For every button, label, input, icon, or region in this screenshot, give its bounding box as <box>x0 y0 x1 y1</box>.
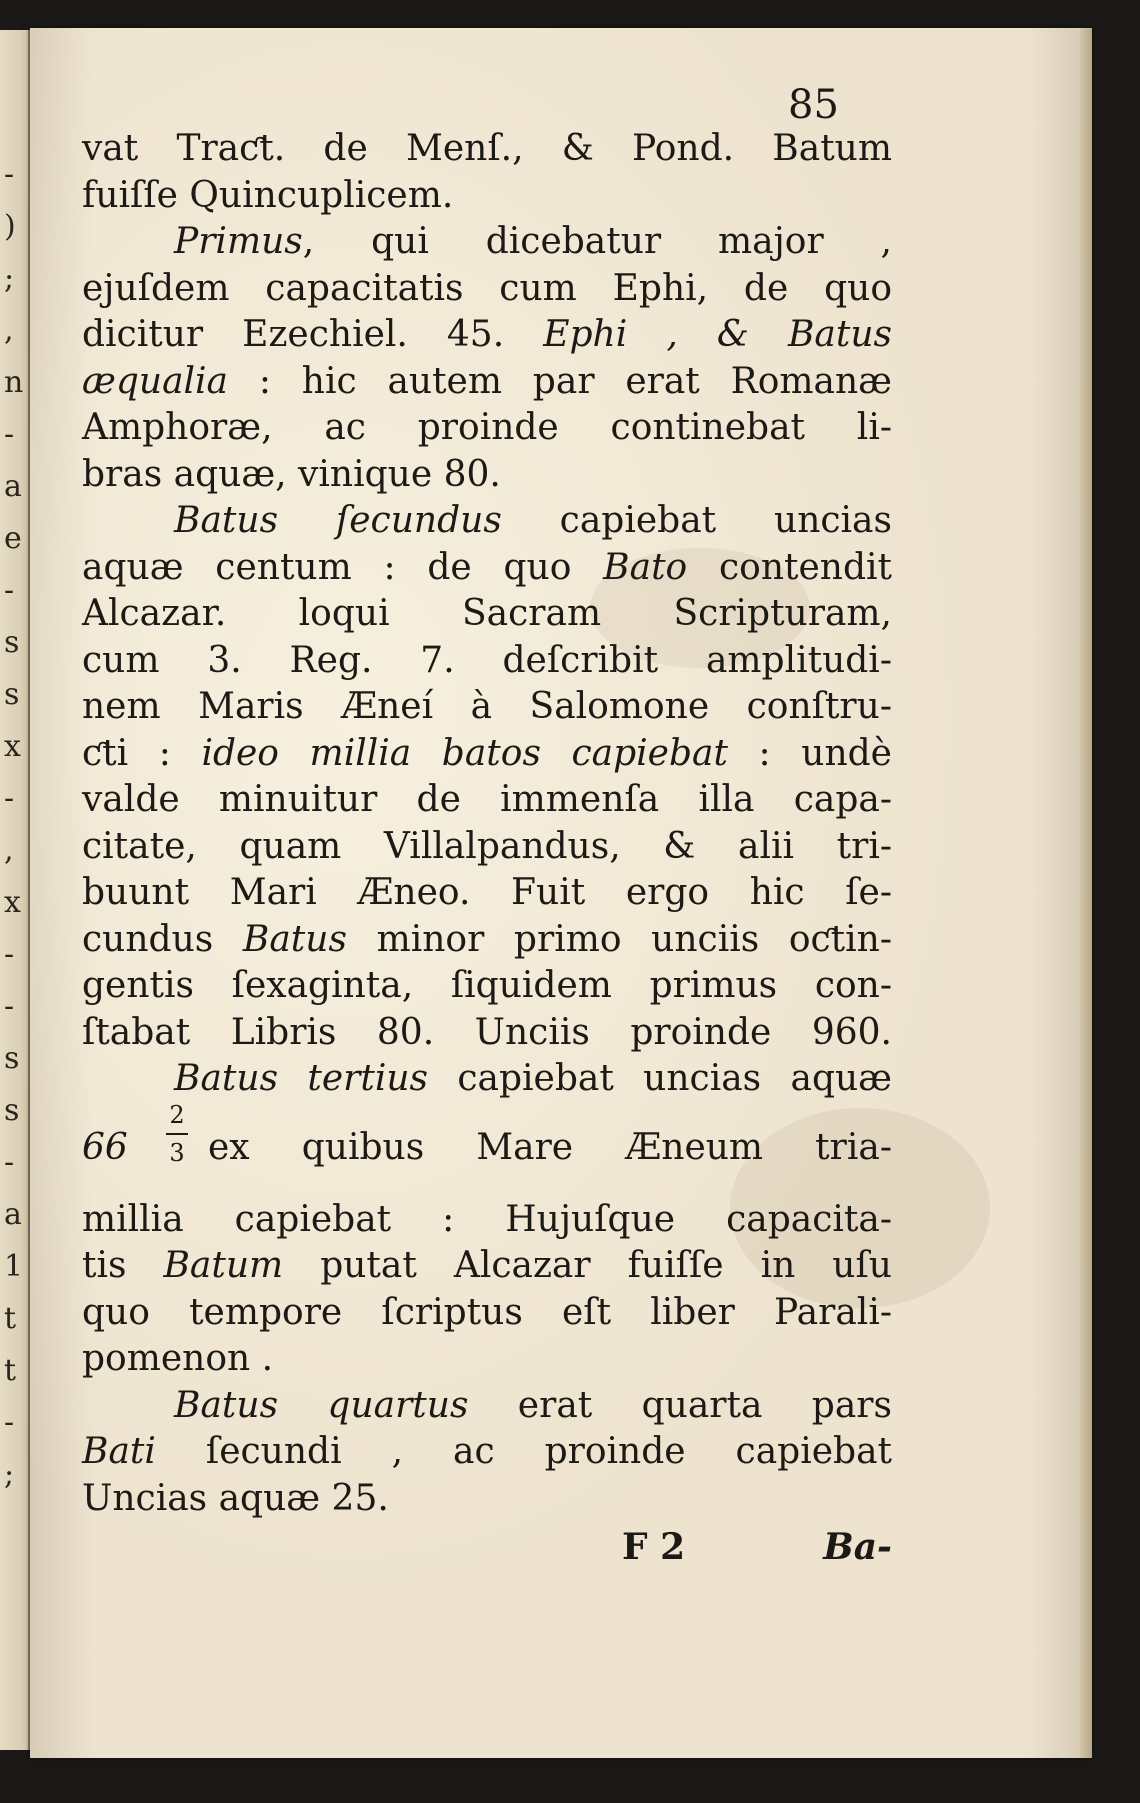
line-text: cum 3. Reg. 7. deſcribit amplitudi- <box>82 639 892 681</box>
left-page-fragment: ; <box>4 261 15 296</box>
fraction-bar <box>166 1133 188 1135</box>
text-line <box>82 1290 892 1337</box>
text-line <box>82 638 892 685</box>
line-text: nem Maris Æneí à Salomone conſtru- <box>82 686 892 727</box>
text-line <box>82 498 892 545</box>
line-text: bras aquæ, vinique 80. <box>82 453 501 495</box>
line-text: contendit <box>687 546 892 588</box>
page-footer <box>82 1526 892 1576</box>
left-page-fragment: x <box>4 885 21 920</box>
line-text: valde minuitur de immenſa illa capa- <box>82 779 892 820</box>
left-page-fragment: t <box>4 1301 17 1336</box>
left-page-fragment: x <box>4 729 21 764</box>
text-line <box>82 219 892 266</box>
left-page-fragment: n <box>4 365 24 400</box>
text-line <box>82 359 892 406</box>
page-text <box>82 126 892 1522</box>
left-page-fragment: s <box>4 1093 20 1128</box>
left-page-edge <box>0 30 30 1750</box>
left-page-fragment: , <box>4 313 14 348</box>
line-text: citate, quam Villalpandus, & alii tri- <box>82 825 892 867</box>
text-line <box>82 1243 892 1290</box>
text-line <box>82 684 892 731</box>
italic-text: Batus ſecundus <box>174 500 502 541</box>
line-text: Uncias aquæ 25. <box>82 1477 389 1519</box>
line-text: dicitur Ezechiel. 45. <box>82 314 544 355</box>
text-line <box>82 1197 892 1244</box>
left-page-fragment: - <box>4 417 15 452</box>
text-line <box>82 777 892 824</box>
left-page-fragment: - <box>4 157 15 192</box>
text-line <box>82 452 892 499</box>
left-page-fragment: a <box>4 469 22 504</box>
line-text: tis <box>82 1245 164 1286</box>
line-text: minor primo unciis oƈtin- <box>346 918 892 960</box>
left-page-fragment: s <box>4 1041 20 1076</box>
left-page-fragment: - <box>4 1405 15 1440</box>
left-page-fragment: s <box>4 677 20 712</box>
line-text: ejuſdem capacitatis cum Ephi, de quo <box>82 267 892 309</box>
book-page <box>30 28 1092 1758</box>
line-text: capiebat uncias <box>501 500 892 541</box>
italic-text: ideo millia batos capiebat <box>201 732 728 774</box>
italic-text: Batus <box>242 918 347 960</box>
line-text: ſecundi , ac proinde capiebat <box>155 1431 892 1472</box>
left-page-fragment: ; <box>4 1457 15 1492</box>
line-text: ƈti : <box>82 732 202 774</box>
text-line <box>82 545 892 592</box>
text-line <box>82 312 892 359</box>
text-line <box>82 917 892 964</box>
left-page-fragment: t <box>4 1353 17 1388</box>
italic-text: æqualia <box>82 360 229 402</box>
italic-text: Ephi , & Batus <box>543 314 892 355</box>
line-text: Alcazar. loqui Sacram Scripturam, <box>82 593 892 634</box>
line-text: ſtabat Libris 80. Unciis proinde 960. <box>82 1011 892 1053</box>
fraction-numerator: 2 <box>169 1100 185 1129</box>
italic-text: Batum <box>163 1245 284 1286</box>
line-text: fuiſſe Quincuplicem. <box>82 174 454 216</box>
text-line <box>82 1383 892 1430</box>
line-text: : undè <box>727 732 892 774</box>
line-text: Amphoræ, ac proinde continebat li- <box>82 407 892 448</box>
left-page-fragment: - <box>4 781 15 816</box>
text-line <box>82 1056 892 1103</box>
fraction-line <box>82 1100 892 1197</box>
left-page-fragment: a <box>4 1197 22 1232</box>
italic-text: Bato <box>603 546 688 588</box>
text-line <box>82 963 892 1010</box>
text-line <box>82 1010 892 1057</box>
text-line <box>82 173 892 220</box>
line-text: buunt Mari Æneo. Fuit ergo hic ſe- <box>82 872 892 913</box>
text-line <box>82 870 892 917</box>
line-text: pomenon . <box>82 1338 274 1379</box>
left-page-fragment: , <box>4 833 14 868</box>
catchword: Ba- <box>823 1526 892 1568</box>
line-text: cundus <box>82 918 243 960</box>
fraction-line-text: ex quibus Mare Æneum tria- <box>208 1126 892 1168</box>
text-line <box>82 591 892 638</box>
fraction-denominator: 3 <box>169 1138 185 1167</box>
line-text: gentis ſexaginta, ſiquidem primus con- <box>82 965 892 1006</box>
text-line <box>82 1429 892 1476</box>
left-page-fragment: ) <box>4 209 16 244</box>
italic-text: Bati <box>82 1431 156 1472</box>
line-text: quo tempore ſcriptus eſt liber Parali- <box>82 1291 892 1333</box>
italic-text: Batus tertius <box>174 1058 429 1099</box>
line-text: capiebat uncias aquæ <box>428 1058 893 1099</box>
text-line <box>82 731 892 778</box>
text-line <box>82 266 892 313</box>
line-text: erat quarta pars <box>468 1384 892 1426</box>
line-text: aquæ centum : de quo <box>82 546 604 588</box>
italic-text: Batus quartus <box>174 1384 469 1426</box>
text-line <box>82 824 892 871</box>
fraction-whole: 66 <box>82 1126 128 1168</box>
line-text: : hic autem par erat Romanæ <box>228 360 892 402</box>
signature-mark: F 2 <box>622 1526 686 1568</box>
left-page-fragment: e <box>4 521 22 556</box>
left-page-fragment: 1 <box>4 1249 24 1284</box>
fraction <box>162 1100 192 1167</box>
line-text: putat Alcazar fuiſſe in uſu <box>283 1245 892 1286</box>
left-page-fragment: s <box>4 625 20 660</box>
line-text: , qui dicebatur major , <box>302 221 892 262</box>
left-page-fragment: - <box>4 1145 15 1180</box>
italic-text: Primus <box>174 221 303 262</box>
left-page-fragment: - <box>4 573 15 608</box>
text-line <box>82 405 892 452</box>
line-text: millia capiebat : Hujuſque capacita- <box>82 1198 892 1240</box>
left-page-fragment: - <box>4 937 15 972</box>
page-right-edge <box>1080 28 1092 1758</box>
text-line <box>82 126 892 173</box>
page-number: 85 <box>788 82 839 128</box>
text-line <box>82 1476 892 1523</box>
line-text: vat Traƈt. de Menſ., & Pond. Batum <box>82 128 892 169</box>
text-line <box>82 1336 892 1383</box>
left-page-fragment: - <box>4 989 15 1024</box>
